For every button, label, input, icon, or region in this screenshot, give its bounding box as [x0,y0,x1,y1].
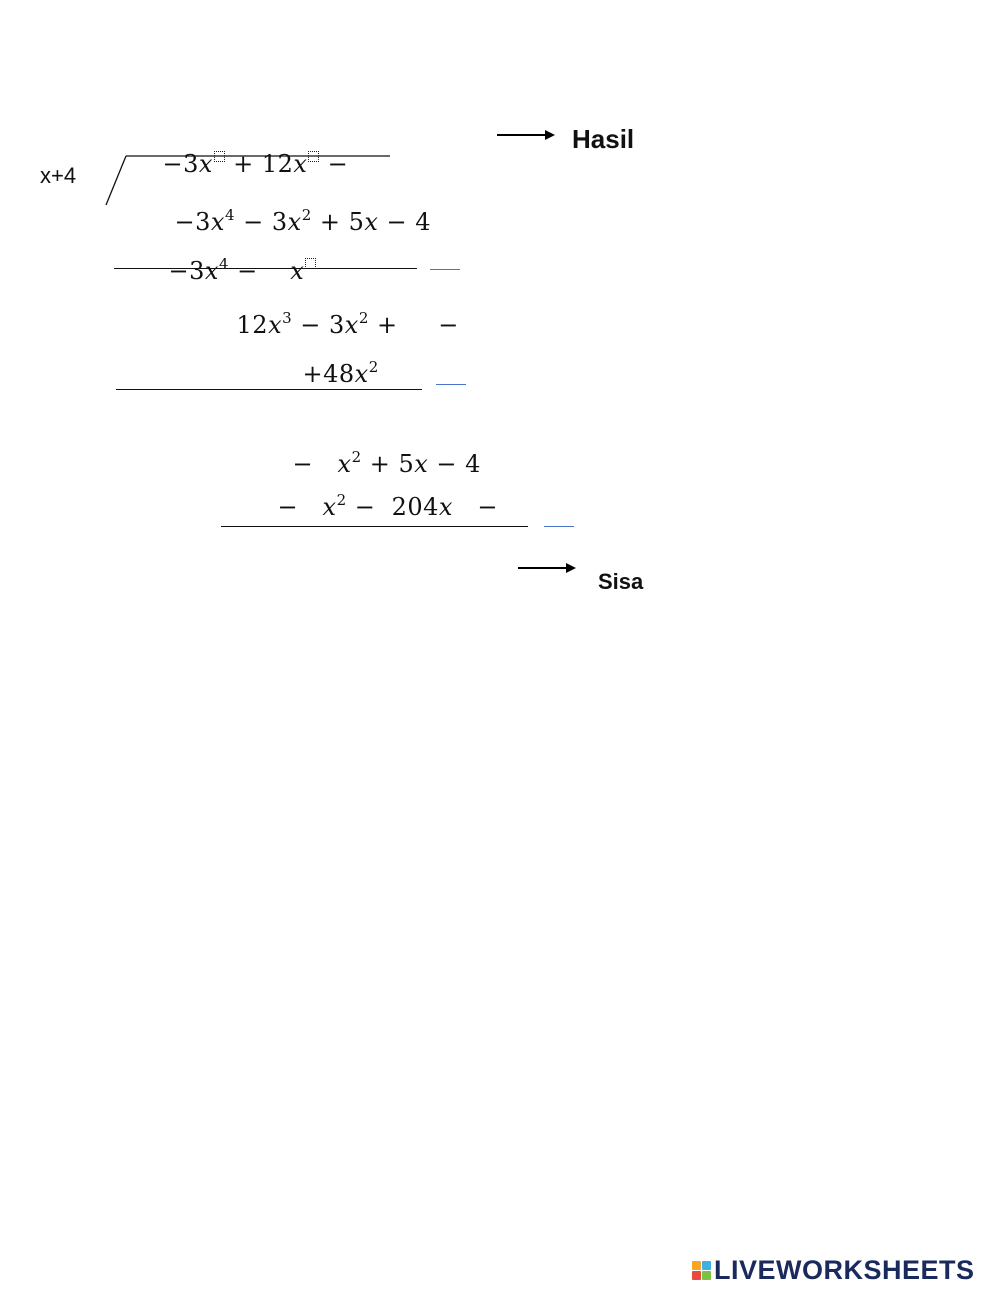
quotient-tail: − [327,150,349,178]
liveworksheets-logo [692,1253,975,1287]
dividend: $-3x^4 - 3x^2 + 5x - 4$ [174,206,432,236]
liveworksheets-logo-text: LIVEWORKSHEETS [714,1254,975,1285]
blank-dash-1[interactable] [430,269,460,270]
quotient-term1-coef: −3 [162,150,199,178]
remainder-line-1: $12x^3 - 3x^2$ + − [236,309,459,339]
sisa-label: Sisa [598,569,644,594]
quotient-term2-var: x [293,150,308,178]
quotient-term2-coef: + 12 [233,150,294,178]
subtract-line-2: $+48x^2$ [302,358,379,388]
logo-square-3 [692,1271,701,1280]
rule-3 [221,526,528,527]
quotient-term1-var: x [198,150,213,178]
quotient-blank-1[interactable] [214,151,225,162]
hasil-label: Hasil [572,124,635,154]
sisa-arrow [518,567,574,569]
logo-square-2 [702,1261,711,1270]
blank-dash-2[interactable] [436,384,466,385]
logo-square-1 [692,1261,701,1270]
hasil-arrow [497,134,553,136]
divisor: x+4 [40,163,77,188]
subtract-line-3: − $x^2 - 204x$ − [277,491,498,521]
rule-1 [114,268,417,269]
rule-2 [116,389,422,390]
blank-dash-3[interactable] [544,526,574,527]
remainder-line-2: − $x^2 + 5x - 4$ [292,448,481,478]
subtract-line-1: $-3x^4$ − x [136,234,316,307]
logo-square-4 [702,1271,711,1280]
quotient-blank-2[interactable] [308,151,319,162]
liveworksheets-logo-icon [692,1261,711,1280]
